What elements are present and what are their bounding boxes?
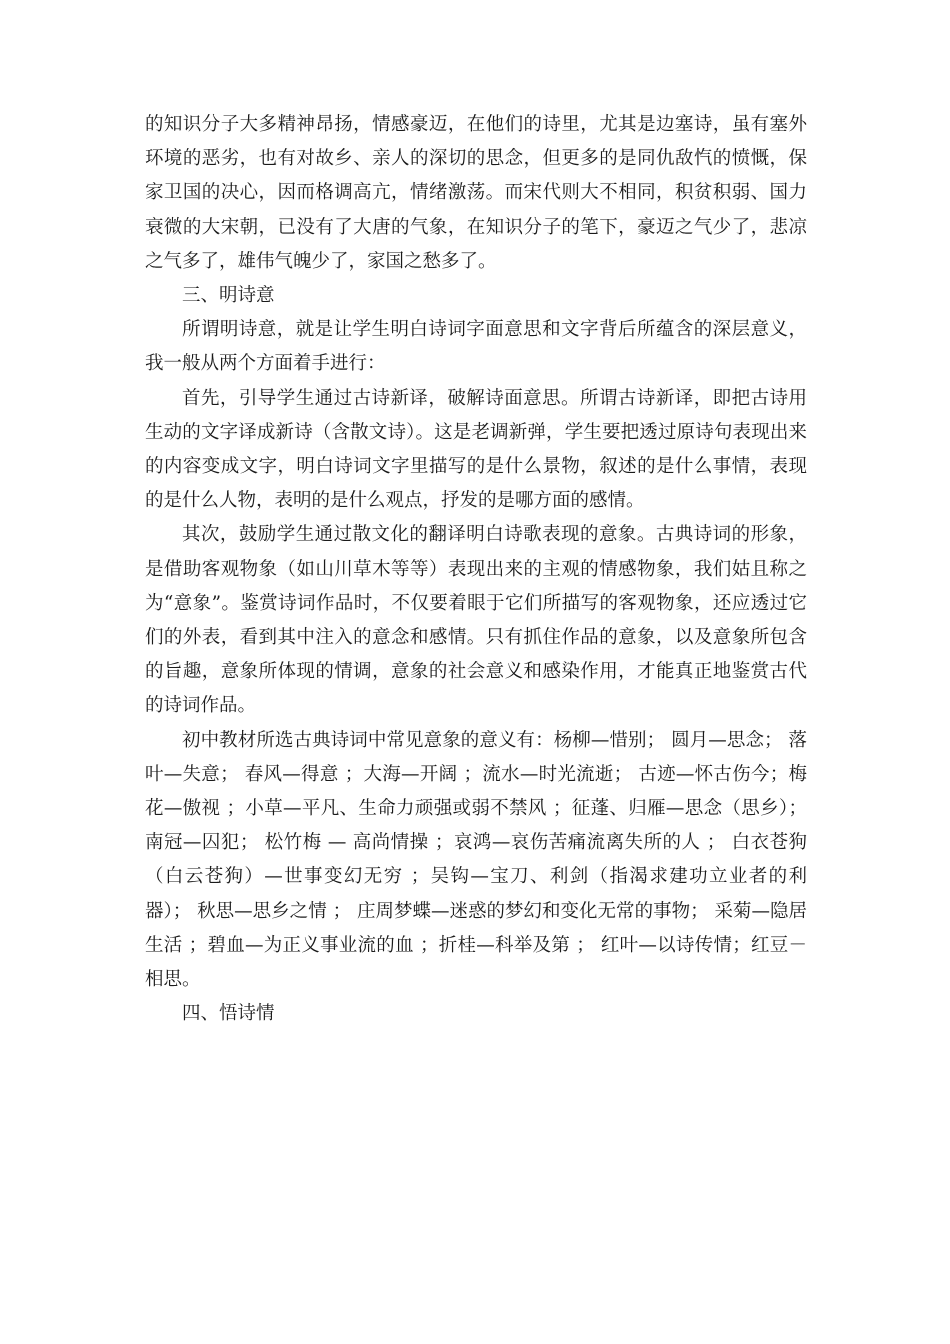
section-heading-3: 三、明诗意 [182,285,275,307]
paragraph-continuation: 的知识分子大多精神昂扬，情感豪迈，在他们的诗里，尤其是边塞诗，虽有塞外环境的恶劣，也有对故乡、亲人的深切的思念，但更多的是同仇敌忾的愤慨，保家卫国的决心，因而格调高亢，情绪激荡。而宋代则大不相同，积贫积弱、国力衰微的大宋朝，已没有了大唐的气象，在知识分子的笔下，豪迈之气少了，悲凉之气多了，雄伟气魄少了，家国之愁多了。 [145,114,807,272]
paragraph-definition: 所谓明诗意，就是让学生明白诗词字面意思和文字背后所蕴含的深层意义，我一般从两个方面着手进行： [145,319,807,375]
paragraph-imagery-list: 初中教材所选古典诗词中常见意象的意义有：杨柳—惜别； 圆月—思念； 落叶—失意； 春风—得意 ；大海—开阔 ；流水—时光流逝； 古迹—怀古伤今；梅花—傲视 ；小草—平凡、生命力顽强或弱不禁风 ；征蓬、归雁—思念（思乡）；南冠—囚犯； 松竹梅 — 高尚情操 ；哀鸿—哀伤苦痛流离失所的人 ； 白衣苍狗（白云苍狗）—世事变幻无穷 ；吴钩—宝刀、利剑（指渴求建功立业者的利器）； 秋思—思乡之情 ； 庄周梦蝶—迷惑的梦幻和变化无常的事物； 采菊—隐居生活 ；碧血—为正义事业流的血 ；折桂—科举及第 ； 红叶—以诗传情；红豆－相思。 [145,729,807,991]
section-heading-4: 四、悟诗情 [182,1003,275,1025]
paragraph-first-method: 首先，引导学生通过古诗新译，破解诗面意思。所谓古诗新译，即把古诗用生动的文字译成新诗（含散文诗）。这是老调新弹，学生要把透过原诗句表现出来的内容变成文字，明白诗词文字里描写的是什么景物，叙述的是什么事情，表现的是什么人物，表明的是什么观点，抒发的是哪方面的感情。 [145,387,807,512]
document-body [145,108,807,1031]
paragraph-second-method: 其次，鼓励学生通过散文化的翻译明白诗歌表现的意象。古典诗词的形象，是借助客观物象（如山川草木等等）表现出来的主观的情感物象，我们姑且称之为“意象”。鉴赏诗词作品时，不仅要着眼于它们所描写的客观物象，还应透过它们的外表，看到其中注入的意念和感情。只有抓住作品的意象，以及意象所包含的旨趣，意象所体现的情调，意象的社会意义和感染作用，才能真正地鉴赏古代的诗词作品。 [145,524,807,717]
